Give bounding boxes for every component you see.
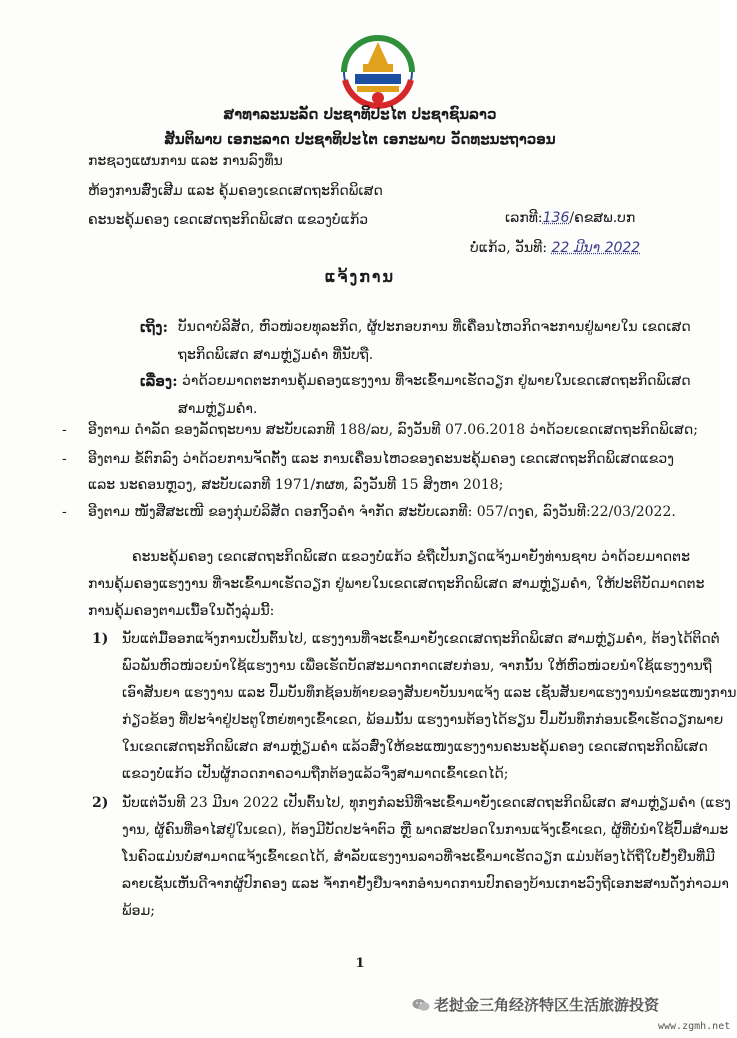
reference-suffix: /ຄຂສພ.ບກ — [569, 210, 636, 226]
reference-bullet: - — [62, 422, 67, 438]
watermark-text: 老挝金三角经济特区生活旅游投资 — [434, 996, 660, 1014]
item-line: ງານ, ຜູ້ຄົນທີ່ອາໄສຢູ່ໃນເຂດ), ຕ້ອງມີບັດປະຈຳຕົວ ຫຼື ພາດສະປອດໃນການແຈ້ງເຂົ້າເຂດ, ຜູ້ທີ່ບໍ່ນຳໃຊ້ປຶ້ມສຳມະ — [122, 822, 729, 838]
to-label: ເຖິງ: — [140, 318, 169, 336]
reference-bullet: - — [62, 451, 67, 467]
ministry-name: ກະຊວງແຜນການ ແລະ ການລົງທຶນ — [88, 153, 283, 169]
reference-number — [505, 209, 635, 227]
reference-line: ອີງຕາມ ຂໍ້ຕົກລົງ ວ່າດ້ວຍການຈັດຕັ້ງ ແລະ ການເຄື່ອນໄຫວຂອງຄະນະຄຸ້ມຄອງ ເຂດເສດຖະກິດພິເສດແຂວງ — [88, 451, 674, 467]
intro-line: ການຄຸ້ມຄອງແຮງງານ ທີ່ຈະເຂົ້າມາເຮັດວຽກ ຢູ່ພາຍໃນເຂດເສດຖະກິດພິເສດ ສາມຫຼ່ຽມຄຳ, ໃຫ້ປະຕິບັດມາດຕະ — [88, 576, 705, 592]
reference-label: ເລກທີ: — [505, 210, 543, 226]
office-name: ຫ້ອງການສົ່ງເສີມ ແລະ ຄຸ້ມຄອງເຂດເສດຖະກິດພິເສດ — [88, 183, 383, 199]
item-number: 1) — [92, 631, 109, 647]
to-line-1: ບັນດາບໍລິສັດ, ຫົວໜ່ວຍທຸລະກິດ, ຜູ້ປະກອບການ ທີ່ເຄື່ອນໄຫວກິດຈະການຢູ່ພາຍໃນ ເຂດເສດ — [178, 319, 691, 335]
item-line: ກ່ຽວຂ້ອງ ທີ່ປະຈຳຢູ່ປະຕູໃຫຍ່ທາງເຂົ້າເຂດ, ພ້ອມນັ້ນ ແຮງງານຕ້ອງໄດ້ຮຽນ ປຶ້ມບັນທຶກກ່ອນເຂົ້າເຮັດວຽກພາຍ — [122, 712, 724, 728]
reference-line: ອີງຕາມ ດຳລັດ ຂອງລັດຖະບານ ສະບັບເລກທີ 188/ລບ, ລົງວັນທີ 07.06.2018 ວ່າດ້ວຍເຂດເສດຖະກິດພິເສດ; — [88, 422, 698, 438]
reference-number-handwritten: 136 — [542, 210, 570, 226]
item-line: ພົວພັນຫົວໜ່ວຍນຳໃຊ້ແຮງງານ ເພື່ອເຮັດບັດສະມາດກາດເສຍກ່ອນ, ຈາກນັ້ນ ໃຫ້ຫົວໜ່ວຍນຳໃຊ້ແຮງງານຖື — [122, 658, 712, 674]
date-label: ບໍ່ແກ້ວ, ວັນທີ: — [470, 240, 548, 256]
page-number: 1 — [355, 956, 365, 971]
subject-line-1: ວ່າດ້ວຍມາດຕະການຄຸ້ມຄອງແຮງງານ ທີ່ຈະເຂົ້າມາເຮັດວຽກ ຢູ່ພາຍໃນເຂດເສດຖະກິດພິເສດ — [182, 373, 691, 389]
reference-line: ແລະ ນະຄອນຫຼວງ, ສະບັບເລກທີ 1971/ກຜທ, ລົງວັນທີ 15 ສິງຫາ 2018; — [88, 477, 504, 493]
reference-bullet: - — [62, 504, 67, 520]
wechat-icon — [412, 998, 430, 1012]
date-handwritten: 22 ມີນາ 2022 — [551, 240, 641, 256]
committee-name: ຄະນະຄຸ້ມຄອງ ເຂດເສດຖະກິດພິເສດ ແຂວງບໍ່ແກ້ວ — [88, 212, 369, 228]
item-line: ແຂວງບໍ່ແກ້ວ ເປັນຜູ້ກວດກາຄວາມຖືກຕ້ອງແລ້ວຈຶ່ງສາມາດເຂົ້າເຂດໄດ້; — [122, 766, 509, 782]
subject-line-2: ສາມຫຼ່ຽມຄຳ. — [178, 401, 258, 417]
item-line: ໃນເຂດເສດຖະກິດພິເສດ ສາມຫຼ່ຽມຄຳ ແລ້ວສົ່ງໃຫ້ຂະແໜງແຮງງານຄະນະຄຸ້ມຄອງ ເຂດເສດຖະກິດພິເສດ — [122, 739, 708, 755]
issue-date — [470, 239, 640, 257]
country-name: ສາທາລະນະລັດ ປະຊາທິປະໄຕ ປະຊາຊົນລາວ — [223, 105, 497, 123]
item-number: 2) — [92, 795, 109, 811]
reference-line: ອີງຕາມ ໜັງສືສະເໜີ ຂອງກຸ່ມບໍລິສັດ ດອກງິ້ວຄຳ ຈຳກັດ ສະບັບເລກທີ: 057/ດງຄ, ລົງວັນທີ:22/03/2022. — [88, 504, 676, 520]
item-line: ເອົາສັນຍາ ແຮງງານ ແລະ ປຶ້ມບັນທຶກຊ້ອນທ້າຍຂອງສັນຍາບັນນາແຈ້ງ ແລະ ເຊັນສັນຍາແຮງງານນຳຂະແໜງການ — [122, 685, 737, 701]
item-line: ພ້ອມ; — [122, 903, 156, 919]
item-line: ໂນຄົວແມ່ນບໍ່ສາມາດແຈ້ງເຂົ້າເຂດໄດ້, ສຳລັບແຮງງານລາວທີ່ຈະເຂົ້າມາເຮັດວຽກ ແມ່ນຕ້ອງໄດ້ຖືໃບຢັ້ງຢືນທີ່ມີ — [122, 849, 715, 865]
intro-line: ການຄຸ້ມຄອງຕາມເນື້ອໃນດັ່ງລຸ່ມນີ້: — [88, 603, 275, 619]
document-title: ແຈ້ງການ — [324, 267, 396, 286]
item-line: ນັບແຕ່ມື້ອອກແຈ້ງການເປັນຕົ້ນໄປ, ແຮງງານທີ່ຈະເຂົ້າມາຍັງເຂດເສດຖະກິດພິເສດ ສາມຫຼ່ຽມຄຳ, ຕ້ອງໄດ້ຕິດຕໍ່ — [122, 631, 720, 647]
subject-label: ເລື່ອງ: — [140, 372, 178, 390]
item-line: ນັບແຕ່ວັນທີ 23 ມີນາ 2022 ເປັນຕົ້ນໄປ, ທຸກໆກໍລະນີທີ່ຈະເຂົ້າມາຍັງເຂດເສດຖະກິດພິເສດ ສາມຫຼ່ຽມຄຳ (ແຮງ — [122, 795, 731, 811]
lao-national-emblem-icon — [335, 30, 421, 110]
national-motto: ສັນຕິພາບ ເອກະລາດ ປະຊາທິປະໄຕ ເອກະພາບ ວັດທະນະຖາວອນ — [164, 130, 556, 148]
intro-line: ຄະນະຄຸ້ມຄອງ ເຂດເສດຖະກິດພິເສດ ແຂວງບໍ່ແກ້ວ ຂໍຖືເປັນກຽດແຈ້ງມາຍັງທ່ານຊາບ ວ່າດ້ວຍມາດຕະ — [132, 549, 690, 565]
to-line-2: ຖະກິດພິເສດ ສາມຫຼ່ຽມຄຳ ທີ່ນັບຖື. — [178, 347, 374, 363]
item-line: ລາຍເຊັນເຫັນດີຈາກຜູ້ປົກຄອງ ແລະ ຈ້ຳກາຢັ້ງຢືນຈາກອຳນາດການປົກຄອງບ້ານເກາະວົງຖີເອກະສານດັ່ງກ່າວມາ — [122, 876, 729, 892]
watermark-url: www.zgmh.net — [658, 1021, 731, 1032]
